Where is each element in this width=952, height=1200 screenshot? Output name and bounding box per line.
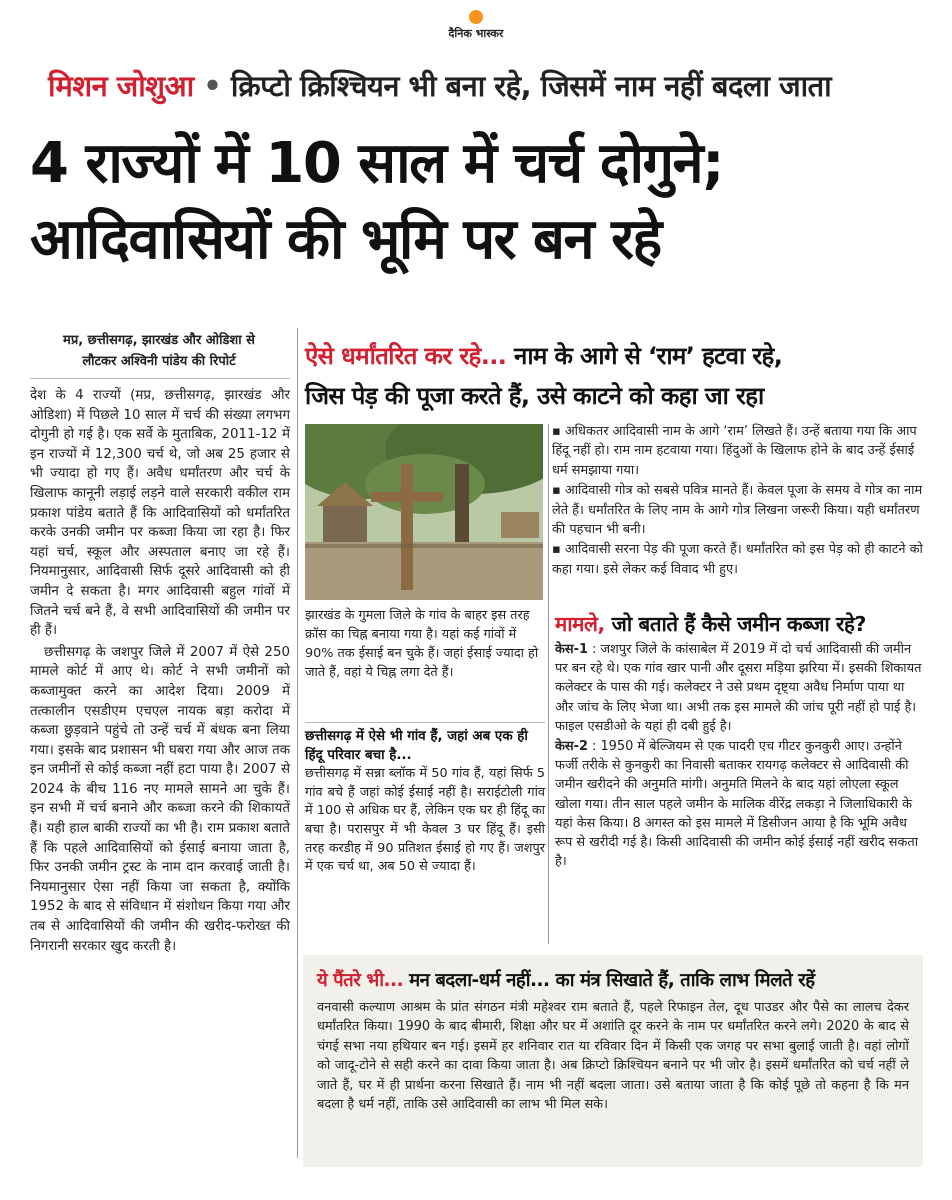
subhead-line-1 (305, 336, 925, 376)
kicker-line (48, 66, 918, 105)
tactics-heading (317, 967, 909, 992)
tactics-body: वनवासी कल्याण आश्रम के प्रांत संगठन मंत्री महेश्वर राम बताते हैं, पहले रिफाइन तेल, दूध पाउडर और पैसे का लालच देकर धर्मांतरित किया। 1990 के बाद बीमारी, शिक्षा और घर में अशांति दूर करने के नाम पर धर्मांतरित करने लगे। 2020 के बाद से चंगई सभा नया हथियार बन गई। इसमें हर शनिवार रात या रविवार दिन में किसी एक जगह पर सभा बुलाई जाती है। वहां लोगों को जादू-टोने से सही करने का दावा किया जाता है। अब क्रिप्टो क्रिश्चियन बनाने पर भी जोर है। इसमें धर्मांतरित को चर्च नहीं ले जाते हैं, घर में ही प्रार्थना करना सिखाते हैं। नाम भी नहीं बदला जाता। उसे बताया जाता है कि कोई पूछे तो कहना है कि मन बदला है धर्म नहीं, ताकि उसे आदिवासी का लाभ भी मिल सके। (317, 1000, 909, 1113)
headline-line-1: 4 राज्यों में 10 साल में चर्च दोगुने; (30, 131, 723, 196)
headline-line-2: आदिवासियों की भूमि पर बन रहे (30, 207, 661, 272)
subhead-lead: ऐसे धर्मांतरित कर रहे... (305, 342, 507, 370)
village-cross-illustration (305, 424, 543, 600)
photo-caption: झारखंड के गुमला जिले के गांव के बाहर इस तरह क्रॉस का चिह्न बनाया गया है। यहां कई गांवों में 90% तक ईसाई बन चुके हैं। जहां ईसाई ज्यादा हो जाते हैं, वहां ये चिह्न लगा देते हैं। (305, 608, 539, 680)
page-headline (30, 126, 930, 278)
case-1-text: : जशपुर जिले के कांसाबेल में 2019 में दो चर्च आदिवासी की जमीन पर बन रहे थे। एक गांव खार पानी और दूसरा मड़िया झरिया में। इसकी शिकायत कलेक्टर के पास की गई। कलेक्टर ने उसे प्रथम दृष्ट्या अवैध निर्माण पाया था और जांच के लिए भेजा था। अभी तक इस मामले की जांच पूरी नहीं हो पाई है। फाइल एसडीओ के यहां ही दबी हुई है। (555, 642, 922, 734)
bullet-item-3: ▪ आदिवासी सरना पेड़ की पूजा करते हैं। धर्मांतरित को इस पेड़ को ही काटने को कहा गया। इसे लेकर कई विवाद भी हुए। (552, 542, 923, 577)
tactics-heading-rest: मन बदला-धर्म नहीं... का मंत्र सिखाते हैं, ताकि लाभ मिलते रहें (403, 970, 815, 991)
case-2-label: केस-2 (555, 739, 588, 755)
byline (30, 330, 288, 372)
cross-photo (305, 424, 543, 600)
subhead-line-2: जिस पेड़ की पूजा करते हैं, उसे काटने को कहा जा रहा (305, 382, 764, 410)
tactics-heading-lead: ये पैंतरे भी... (317, 970, 404, 991)
byline-divider (30, 378, 290, 379)
cases-heading (555, 610, 925, 638)
village-box-heading: छत्तीसगढ़ में ऐसे भी गांव हैं, जहां अब एक ही हिंदू परिवार बचा है... (305, 729, 528, 763)
case-2 (555, 737, 925, 871)
cases-body (555, 640, 925, 872)
caption-divider (305, 722, 545, 723)
cases-heading-rest: जो बताते हैं कैसे जमीन कब्जा रहे? (604, 612, 867, 636)
middle-divider (548, 424, 549, 944)
subhead-line-1-rest: नाम के आगे से ‘राम’ हटवा रहे, (506, 342, 783, 370)
byline-line-1: मप्र, छत्तीसगढ़, झारखंड और ओडिशा से (63, 333, 255, 348)
kicker-text: क्रिप्टो क्रिश्चियन भी बना रहे, जिसमें नाम नहीं बदला जाता (230, 69, 832, 103)
sun-logo-icon (469, 10, 483, 24)
case-2-text: : 1950 में बेल्जियम से एक पादरी एच गीटर कुनकुरी आए। उन्होंने फर्जी तरीके से कुनकुरी का निवासी बताकर रायगढ़ कलेक्टर से आदिवासी की जमीन खरीदने की अनुमति मांगी। अनुमति मिलने के बाद यहां लोएला स्कूल खोला गया। तीन साल पहले जमीन के मालिक वीरेंद्र लकड़ा ने जिलाधिकारी के यहां केस किया। 8 अगस्त को इस मामले में डिसीजन आया है कि भूमि अवैध रूप से खरीदी गई है। किसी आदिवासी की जमीन कोई ईसाई नहीं खरीद सकता है। (555, 739, 919, 870)
left-paragraph-2: छत्तीसगढ़ के जशपुर जिले में 2007 में ऐसे 250 मामले कोर्ट में आए थे। कोर्ट ने सभी जमीनों को कब्जामुक्त करने का आदेश दिया। 2009 में तत्कालीन एसडीएम एचएल नायक बड़ा करोदा में कब्जा छुड़वाने पहुंचे तो उन्हें चर्च में बंधक बना लिया गया। इसके बाद प्रशासन भी घबरा गया और आज तक इन जमीनों से कोई कब्जा नहीं हटा पाया है। 2007 से 2024 के बीच 116 नए मामले सामने आ चुके हैं। इन सभी में चर्च बनाने और कब्जा करने की शिकायतें हैं। यही हाल बाकी राज्यों का भी है। राम प्रकाश बताते हैं कि पहले आदिवासियों को ईसाई बनाया जाता है, फिर उनकी जमीन ट्रस्ट के नाम दान करवाई जाती है। नियमानुसार ऐसा नहीं किया जा सकता है, क्योंकि 1952 के बाद से संविधान में संशोधन किया गया और तब से आदिवासियों की जमीन की खरीद-फरोख्त की निगरानी सरकार खुद करती है। (30, 644, 290, 954)
column-divider (297, 328, 298, 1158)
tactics-box (303, 955, 923, 1167)
bullet-item-1: ▪ अधिकतर आदिवासी नाम के आगे ‘राम’ लिखते हैं। उन्हें बताया गया कि आप हिंदू नहीं हो। राम नाम हटवाया गया। हिंदुओं के खिलाफ होने के बाद उन्हें ईसाई धर्म समझाया गया। (552, 424, 917, 478)
case-1-label: केस-1 (555, 642, 588, 657)
bullet-item-2: ▪ आदिवासी गोत्र को सबसे पवित्र मानते हैं। केवल पूजा के समय वे गोत्र का नाम लेते हैं। धर्मांतरित के लिए नाम के आगे गोत्र लिखना जरूरी किया। यही धर्मांतरण की पहचान भी बनी। (552, 483, 923, 538)
left-paragraph-1: देश के 4 राज्यों (मप्र, छत्तीसगढ़, झारखंड और ओडिशा) में पिछले 10 साल में चर्च की संख्या लगभग दोगुनी हो गई है। एक सर्वे के मुताबिक, 2011-12 में इन राज्यों में 12,300 चर्च थे, जो अब 25 हजार से भी ज्यादा हो गए हैं। अवैध धर्मांतरण और चर्च के खिलाफ कानूनी लड़ाई लड़ने वाले सरकारी वकील राम प्रकाश पांडेय बताते हैं कि आदिवासियों को धर्मांतरित करके उनकी जमीन पर कब्जा किया जा रहा है। फिर यहां चर्च, स्कूल और अस्पताल बनाए जा रहे हैं। नियमानुसार, आदिवासी सिर्फ दूसरे आदिवासी को ही जमीन दे सकता है। मगर आदिवासी बहुल गांवों में जितने चर्च बने हैं, वे सभी आदिवासियों की जमीन पर ही हैं। (30, 388, 290, 639)
series-label: मिशन जोशुआ (48, 69, 194, 103)
village-box (305, 728, 545, 877)
brand-name: दैनिक भास्कर (448, 27, 504, 40)
left-column-body (30, 386, 290, 958)
conversion-subhead (305, 336, 925, 416)
kicker-separator: • (203, 69, 222, 103)
byline-line-2: लौटकर अश्विनी पांडेय की रिपोर्ट (82, 354, 236, 369)
cases-heading-lead: मामले, (555, 612, 605, 636)
conversion-bullets (552, 422, 924, 580)
masthead-logo (426, 8, 526, 46)
case-1 (555, 640, 925, 736)
village-box-body: छत्तीसगढ़ में सन्ना ब्लॉक में 50 गांव हैं, यहां सिर्फ 5 गांव बचे हैं जहां कोई ईसाई नहीं है। सराईटोली गांव में 100 से अधिक घर हैं, लेकिन एक घर ही हिंदू का बचा है। परासपुर में भी केवल 3 घर हिंदू हैं। इसी तरह करडीह में 90 प्रतिशत ईसाई हो गए हैं। जशपुर में एक चर्च था, अब 50 से ज्यादा हैं। (305, 766, 545, 875)
